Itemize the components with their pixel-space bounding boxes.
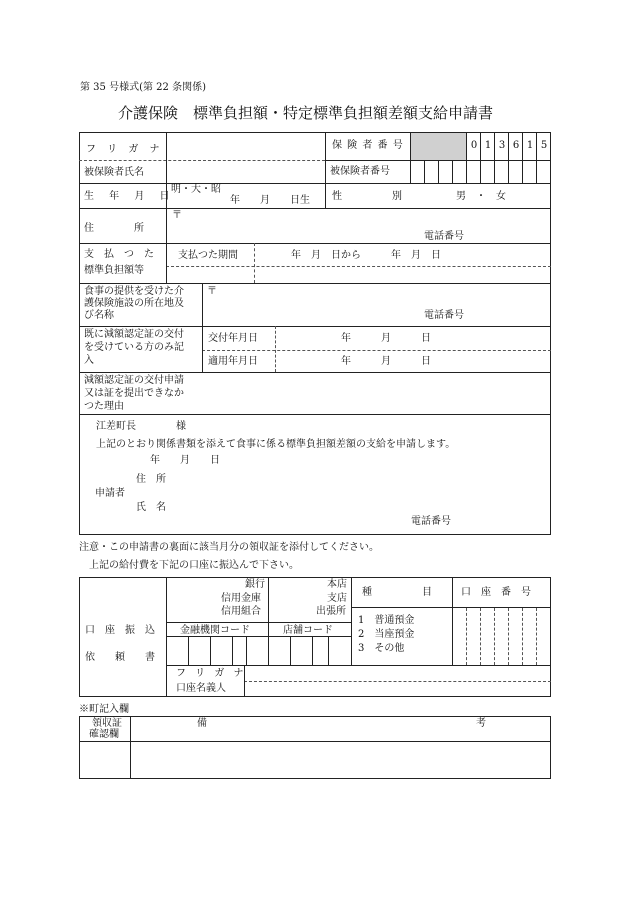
- certificate-label-line3: 入: [84, 355, 94, 366]
- paid-label-line1: 支 払 つ た: [84, 249, 154, 260]
- address-field[interactable]: [185, 210, 545, 230]
- bank-name-field[interactable]: [168, 579, 218, 619]
- applicant-name-field[interactable]: [175, 500, 535, 514]
- reason-label-line3: つた理由: [84, 401, 124, 412]
- applicant-label: 申請者: [95, 488, 125, 499]
- holder-furigana-label: フ リ ガ ナ: [176, 668, 247, 679]
- holder-name-field[interactable]: [246, 683, 548, 696]
- apply-date-format[interactable]: 年 月 日: [341, 356, 431, 367]
- bank-type-shinkin: 信用金庫: [221, 593, 261, 604]
- insurer-digit: 5: [540, 140, 548, 151]
- paid-label-line2: 標準負担額等: [84, 265, 144, 276]
- applicant-address-label: 住 所: [136, 474, 166, 485]
- reason-field[interactable]: [205, 375, 548, 413]
- branch-name-field[interactable]: [270, 579, 315, 619]
- reason-label-line2: 又は証を提出できなか: [84, 388, 184, 399]
- holder-furigana-field[interactable]: [246, 667, 548, 680]
- payment-period-format[interactable]: 年 月 日から 年 月 日: [291, 250, 441, 261]
- account-number-header: 口 座 番 号: [461, 587, 531, 598]
- receipt-check-label-2: 確認欄: [89, 729, 119, 740]
- account-type-other[interactable]: 3 その他: [358, 643, 405, 654]
- declaration-date[interactable]: 年 月 日: [150, 455, 220, 466]
- sex-options[interactable]: 男 ・ 女: [456, 191, 506, 202]
- insurer-digit: 6: [512, 140, 520, 151]
- furigana-field[interactable]: [168, 140, 323, 158]
- account-type-header: 種 目: [362, 587, 432, 598]
- form-title: 介護保険 標準負担額・特定標準負担額差額支給申請書: [118, 104, 494, 122]
- insured-name-field[interactable]: [168, 162, 323, 182]
- form-number: 第 35 号様式(第 22 条関係): [80, 82, 206, 93]
- issue-date-label: 交付年月日: [208, 333, 258, 344]
- birth-date-format[interactable]: 年 月 日生: [230, 195, 310, 206]
- facility-phone-label: 電話番号: [424, 310, 464, 321]
- receipt-check-label-1: 領収証: [92, 718, 122, 729]
- applicant-address-field[interactable]: [175, 472, 535, 486]
- birth-date-label: 生 年 月 日: [84, 191, 176, 202]
- account-type-current[interactable]: 2 当座預金: [358, 629, 415, 640]
- sex-label: 性 別: [332, 191, 402, 202]
- remarks-label-2: 考: [476, 718, 486, 729]
- insurer-digit: 1: [526, 140, 534, 151]
- facility-postal-mark: 〒: [207, 286, 217, 297]
- account-type-ordinary[interactable]: 1 普通預金: [358, 615, 415, 626]
- certificate-label-line2: を受けている方のみ記: [84, 342, 184, 353]
- insured-number-field[interactable]: [411, 161, 550, 182]
- issue-date-format[interactable]: 年 月 日: [341, 333, 431, 344]
- paid-amount-field[interactable]: [168, 268, 548, 282]
- reason-label-line1: 減額認定証の交付申請: [84, 375, 184, 386]
- note-receipt: 注意・この申請書の裏面に該当月分の領収証を添付してください。: [79, 542, 379, 553]
- furigana-label: フ リ ガ ナ: [86, 144, 164, 155]
- branch-type-main: 本店: [327, 579, 347, 590]
- address-postal-mark: 〒: [172, 210, 182, 221]
- bank-type-bank: 銀行: [245, 579, 265, 590]
- applicant-phone-label: 電話番号: [411, 516, 451, 527]
- branch-type-office: 出張所: [316, 606, 346, 617]
- insurer-number-label: 保 険 者 番 号: [332, 140, 404, 151]
- address-label: 住 所: [84, 223, 144, 234]
- certificate-label-line1: 既に減額認定証の交付: [84, 329, 184, 340]
- addressee: 江差町長 様: [96, 421, 186, 432]
- insured-number-label: 被保険者番号: [330, 166, 390, 177]
- bank-code-label: 金融機関コード: [180, 625, 250, 636]
- holder-name-label: 口座名義人: [176, 683, 226, 694]
- note-transfer: 上記の給付費を下記の口座に振込んで下さい。: [89, 560, 299, 571]
- remarks-label-1: 備: [197, 718, 207, 729]
- address-phone-label: 電話番号: [424, 231, 464, 242]
- insurer-digit: 3: [498, 140, 506, 151]
- transfer-label-1: 口 座 振 込: [85, 625, 155, 636]
- office-use-label: ※町記入欄: [79, 704, 129, 715]
- facility-address-field[interactable]: [220, 286, 545, 306]
- facility-label-line3: び名称: [84, 310, 114, 321]
- facility-label-line1: 食事の提供を受けた介: [84, 286, 184, 297]
- era-options[interactable]: 明・大・昭: [171, 184, 221, 195]
- branch-type-branch: 支店: [327, 593, 347, 604]
- insured-name-label: 被保険者氏名: [84, 167, 144, 178]
- declaration-statement: 上記のとおり関係書類を添えて食事に係る標準負担額差額の支給を申請します。: [96, 439, 456, 450]
- branch-code-label: 店舗コード: [283, 625, 333, 636]
- applicant-name-label: 氏 名: [136, 502, 166, 513]
- apply-date-label: 適用年月日: [208, 356, 258, 367]
- insurer-digit: 0: [470, 140, 478, 151]
- transfer-label-2: 依 頼 書: [85, 652, 155, 663]
- payment-period-label: 支払つた期間: [178, 250, 238, 261]
- insurer-digit: 1: [484, 140, 492, 151]
- facility-label-line2: 護保険施設の所在地及: [84, 298, 184, 309]
- insurer-shaded-cell: [411, 133, 466, 160]
- bank-type-kumiai: 信用組合: [221, 606, 261, 617]
